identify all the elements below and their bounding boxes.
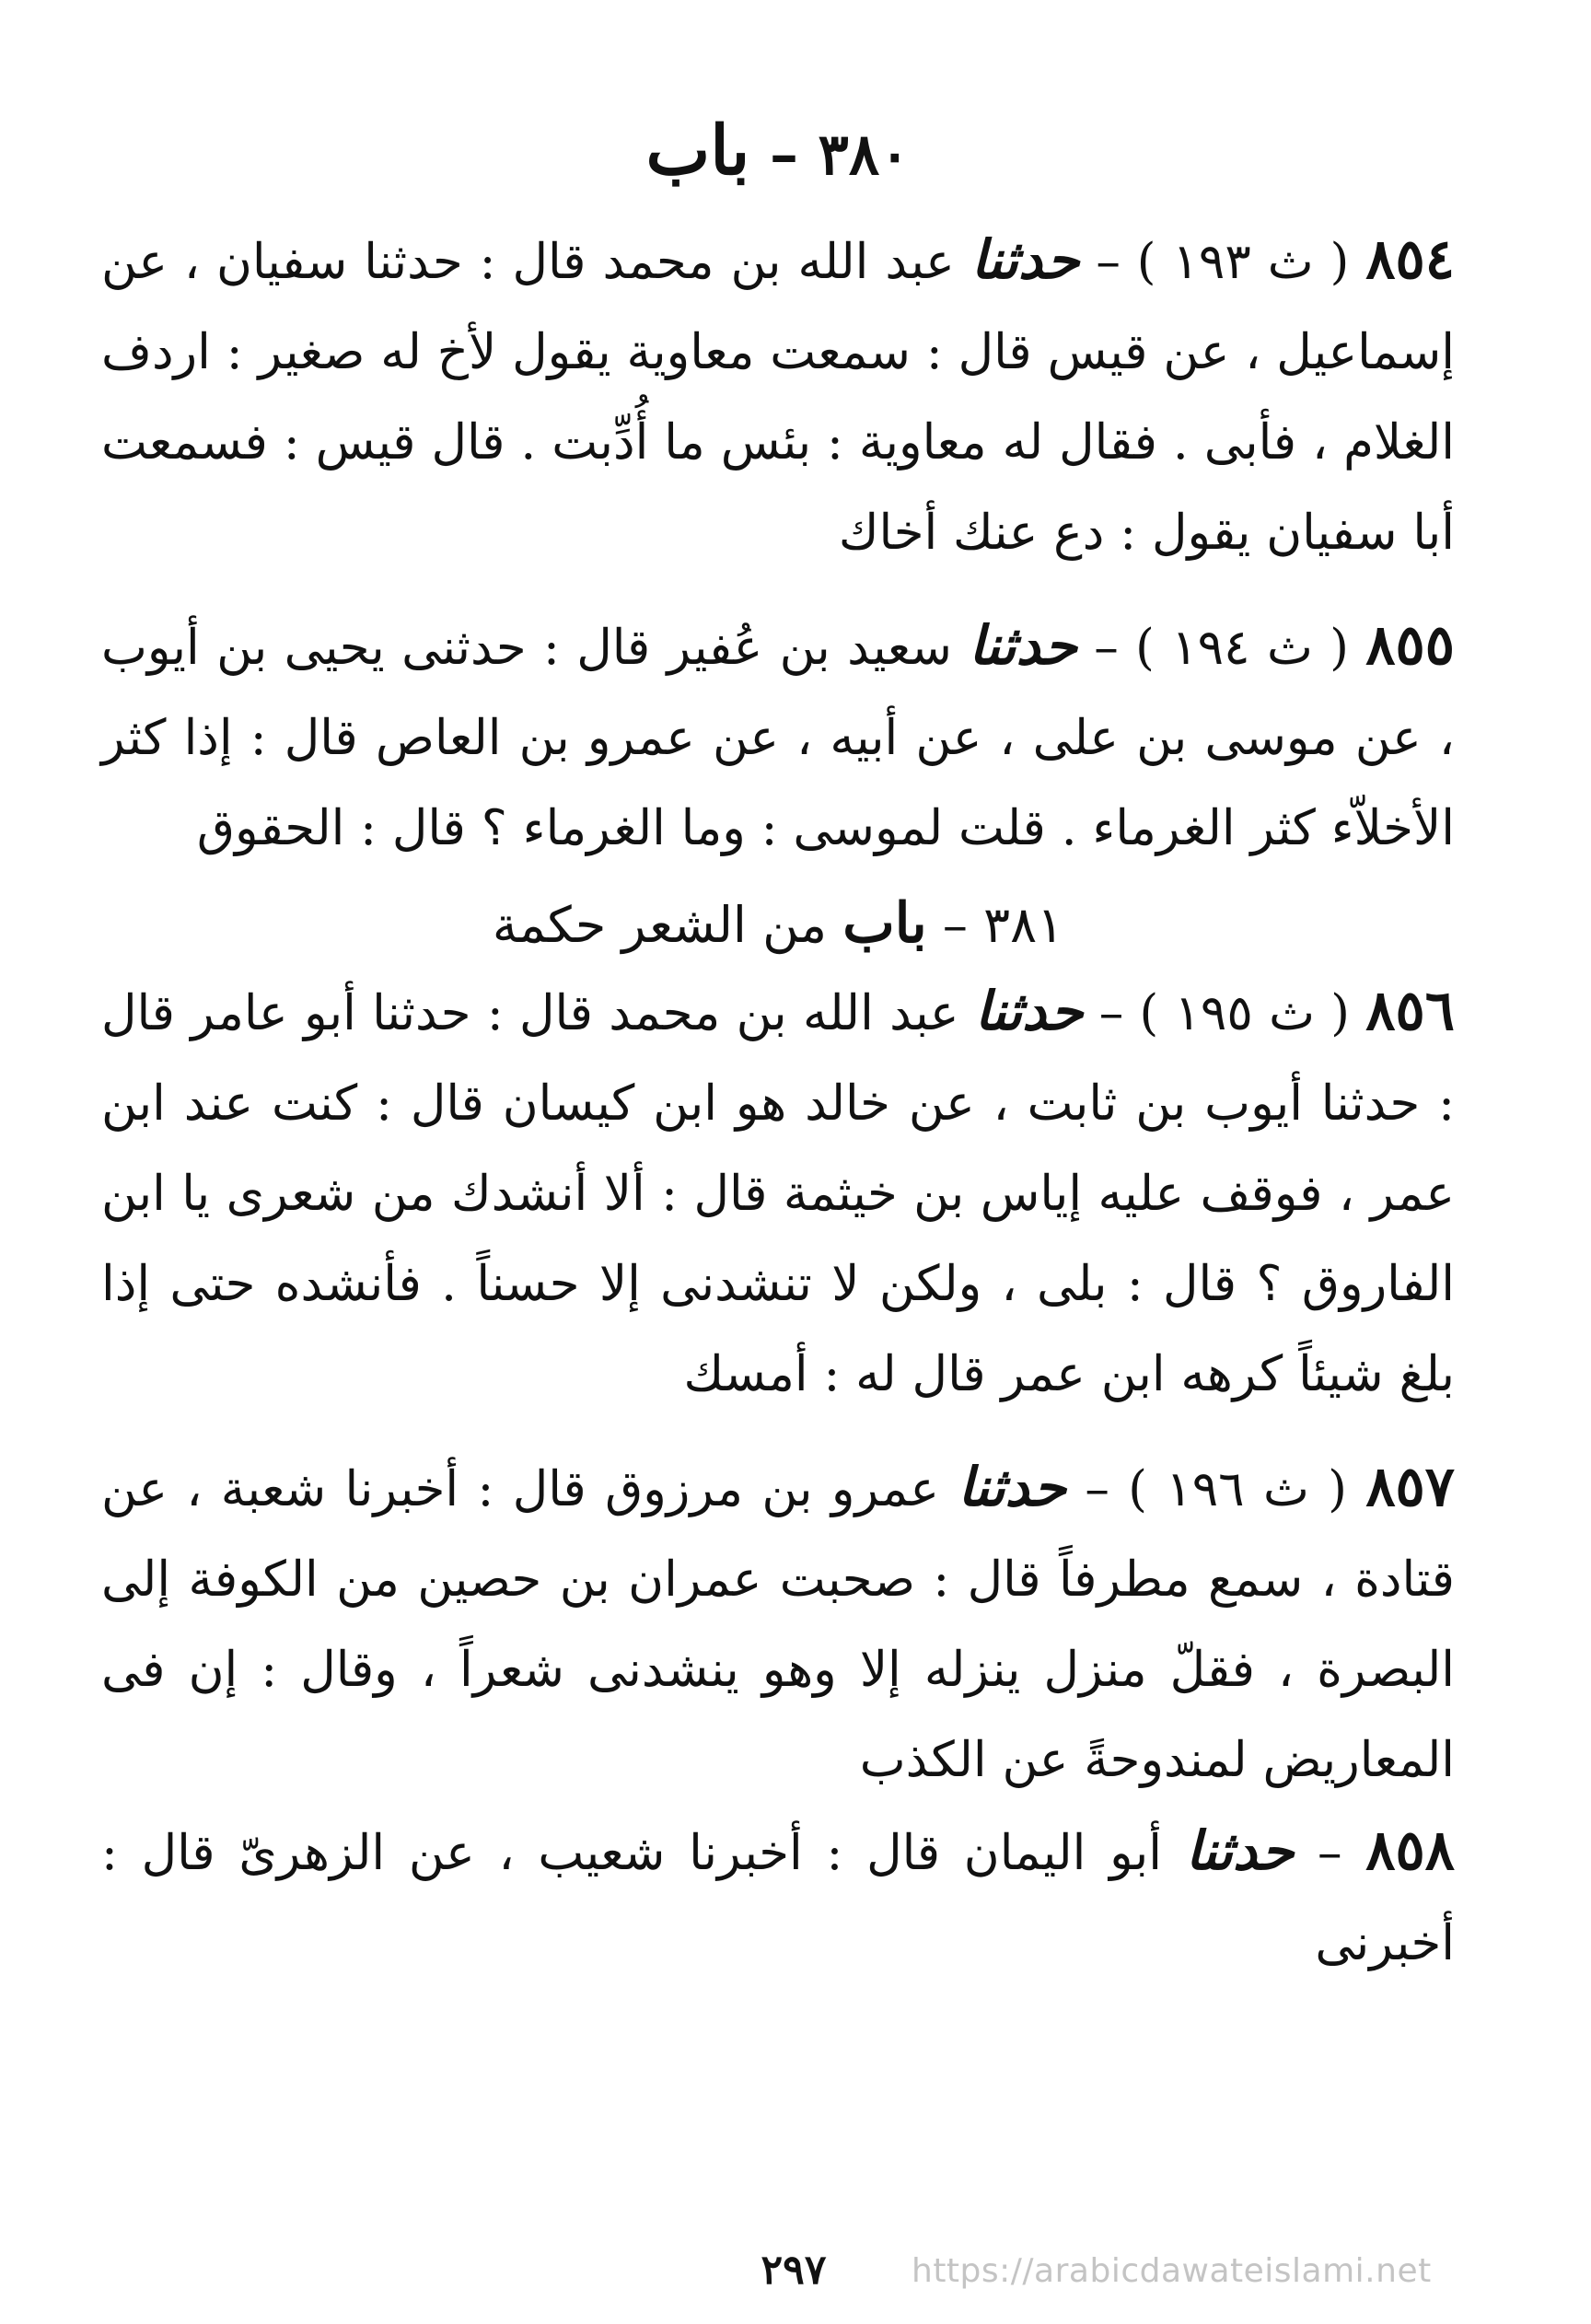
hadith-text: عمرو بن مرزوق قال : أخبرنا شعبة ، عن قتادة ، سمع مطرفاً قال : صحبت عمران بن حصين من الكوفة إلى البصرة ، فقلّ منزل ينزله إلا وهو ينشدنى شعراً ، وقال : إن فى المعاريض لمندوحةً عن الكذب <box>101 1460 1455 1788</box>
haddathana-word: حدثنا <box>970 227 1080 291</box>
chapter-title: باب <box>645 111 750 191</box>
chapter-subtitle: من الشعر حكمة <box>492 895 828 954</box>
page-number: ٢٩٧ <box>761 2247 827 2294</box>
chapter-dash: – <box>769 121 798 188</box>
haddathana-word: حدثنا <box>1185 1819 1295 1882</box>
haddathana-word: حدثنا <box>969 613 1077 677</box>
hadith-number: ٨٥٨ <box>1365 1818 1455 1883</box>
hadith-text: أبو اليمان قال : أخبرنا شعيب ، عن الزهرىّ قال : أخبرنى <box>101 1824 1455 1971</box>
chapter-380-heading <box>101 110 1455 192</box>
page-footer <box>0 2247 1591 2302</box>
hadith-ref: ( ث ١٩٣ ) <box>1136 233 1350 290</box>
hadith-text: عبد الله بن محمد قال : حدثنا سفيان ، عن إسماعيل ، عن قيس قال : سمعت معاوية يقول لأخ له صغير : اردف الغلام ، فأبى . فقال له معاوية : بئس ما أُدِّبت . قال قيس : فسمعت أبا سفيان يقول : دع عنك أخاك <box>101 233 1455 561</box>
hadith-number: ٨٥٧ <box>1365 1454 1455 1519</box>
chapter-381-heading <box>101 890 1455 957</box>
hadith-856: ٨٥٦ ( ث ١٩٥ ) – حدثنا عبد الله بن محمد قال : حدثنا أبو عامر قال : حدثنا أيوب بن ثابت ، عن خالد هو ابن كيسان قال : كنت عند ابن عمر ، فوقف عليه إياس بن خيثمة قال : ألا أنشدك من شعرى يا ابن الفاروق ؟ قال : بلى ، ولكن لا تنشدنى إلا حسناً . فأنشده حتى إذا بلغ شيئاً كرهه ابن عمر قال له : أمسك <box>101 978 1455 1402</box>
book-page <box>101 110 1455 2256</box>
chapter-title: باب <box>842 890 927 956</box>
hadith-number: ٨٥٥ <box>1365 612 1455 678</box>
hadith-ref: ( ث ١٩٤ ) <box>1135 619 1349 676</box>
chapter-number: ٣٨١ <box>983 895 1064 954</box>
chapter-dash: – <box>942 895 968 954</box>
hadith-ref: ( ث ١٩٥ ) <box>1139 984 1350 1041</box>
hadith-ref: ( ث ١٩٦ ) <box>1128 1460 1347 1517</box>
hadith-text: سعيد بن عُفير قال : حدثنى يحيى بن أيوب ، عن موسى بن على ، عن أبيه ، عن عمرو بن العاص قال : إذا كثر الأخلاّء كثر الغرماء . قلت لموسى : وما الغرماء ؟ قال : الحقوق <box>101 619 1455 856</box>
haddathana-word: حدثنا <box>958 1455 1066 1518</box>
hadith-855: ٨٥٥ ( ث ١٩٤ ) – حدثنا سعيد بن عُفير قال : حدثنى يحيى بن أيوب ، عن موسى بن على ، عن أبيه ، عن عمرو بن العاص قال : إذا كثر الأخلاّء كثر الغرماء . قلت لموسى : وما الغرماء ؟ قال : الحقوق <box>101 612 1455 856</box>
hadith-number: ٨٥٤ <box>1365 227 1455 292</box>
hadith-857: ٨٥٧ ( ث ١٩٦ ) – حدثنا عمرو بن مرزوق قال : أخبرنا شعبة ، عن قتادة ، سمع مطرفاً قال : صحبت عمران بن حصين من الكوفة إلى البصرة ، فقلّ منزل ينزله إلا وهو ينشدنى شعراً ، وقال : إن فى المعاريض لمندوحةً عن الكذب <box>101 1454 1455 1788</box>
chapter-number: ٣٨٠ <box>818 121 911 188</box>
hadith-text: عبد الله بن محمد قال : حدثنا أبو عامر قال : حدثنا أيوب بن ثابت ، عن خالد هو ابن كيسان قال : كنت عند ابن عمر ، فوقف عليه إياس بن خيثمة قال : ألا أنشدك من شعرى يا ابن الفاروق ؟ قال : بلى ، ولكن لا تنشدنى إلا حسناً . فأنشده حتى إذا بلغ شيئاً كرهه ابن عمر قال له : أمسك <box>101 984 1455 1402</box>
hadith-854: ٨٥٤ ( ث ١٩٣ ) – حدثنا عبد الله بن محمد قال : حدثنا سفيان ، عن إسماعيل ، عن قيس قال : سمعت معاوية يقول لأخ له صغير : اردف الغلام ، فأبى . فقال له معاوية : بئس ما أُدِّبت . قال قيس : فسمعت أبا سفيان يقول : دع عنك أخاك <box>101 227 1455 561</box>
watermark-url: https://arabicdawateislami.net <box>912 2252 1432 2290</box>
hadith-number: ٨٥٦ <box>1365 978 1455 1043</box>
haddathana-word: حدثنا <box>974 979 1084 1042</box>
hadith-858: ٨٥٨ – حدثنا أبو اليمان قال : أخبرنا شعيب ، عن الزهرىّ قال : أخبرنى <box>101 1818 1455 1971</box>
